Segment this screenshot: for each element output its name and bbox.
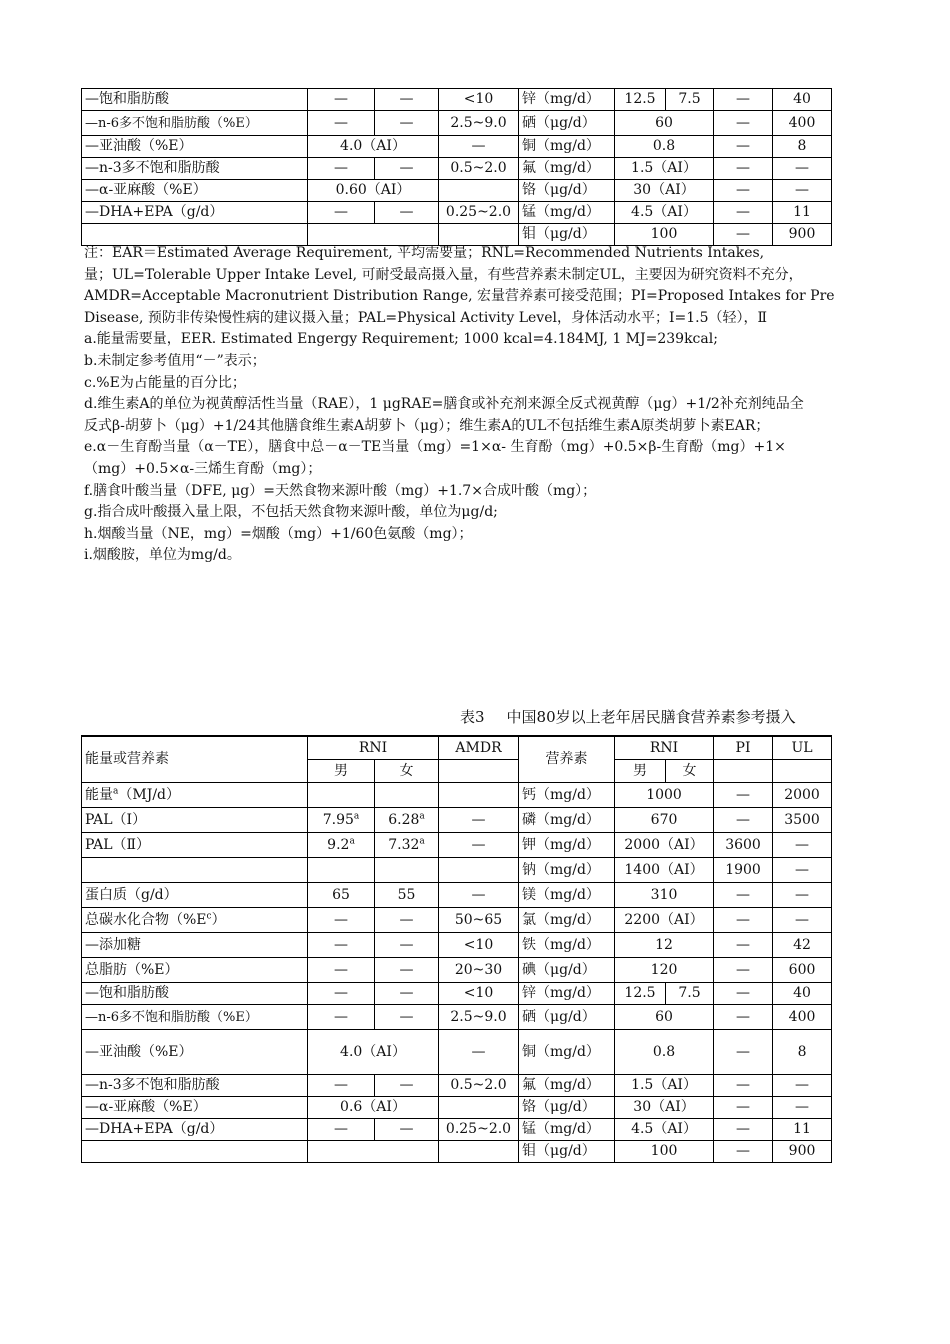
mineral-rni-female: 7.5	[666, 89, 714, 111]
note-line: g.指合成叶酸摄入量上限，不包括天然食物来源叶酸，单位为μg/d;	[84, 504, 498, 521]
ul-value: 8	[773, 1030, 832, 1075]
rni-male	[308, 858, 375, 883]
pi-value: —	[714, 111, 773, 136]
mineral-name: 氟（mg/d）	[519, 1075, 615, 1097]
value: 7.95	[322, 811, 354, 828]
amdr-value: 2.5~9.0	[439, 111, 519, 136]
pi-value: —	[714, 983, 773, 1005]
ul-value: 11	[773, 202, 832, 224]
pi-value: —	[714, 1075, 773, 1097]
rni-both: 4.0（AI）	[308, 1030, 439, 1075]
pi-value: 1900	[714, 858, 773, 883]
rni-male: —	[308, 958, 375, 983]
ul-value: 600	[773, 958, 832, 983]
pi-value: —	[714, 1030, 773, 1075]
table-row	[82, 833, 832, 858]
table-title: 中国80岁以上老年居民膳食营养素参考摄入	[506, 708, 796, 726]
note-line: a.能量需要量，EER. Estimated Engergy Requirement; 1000 kcal=4.184MJ, 1 MJ=239kcal;	[84, 331, 718, 348]
footnote-mark: a	[349, 835, 355, 846]
mineral-name: 铬（μg/d）	[519, 180, 615, 202]
amdr-value: 50~65	[439, 908, 519, 933]
ul-value: —	[773, 180, 832, 202]
nutrient-label: 能量	[85, 786, 113, 803]
rni-male: 65	[308, 883, 375, 908]
table-row	[82, 1075, 832, 1097]
amdr-value	[439, 1097, 519, 1119]
rni-male: —	[308, 1075, 375, 1097]
mineral-rni: 2200（AI）	[615, 908, 714, 933]
rni-both: 0.60（AI）	[308, 180, 439, 202]
mineral-name: 钼（μg/d）	[519, 224, 615, 246]
table-3	[81, 735, 832, 1163]
previous-table-fragment	[81, 88, 832, 246]
note-line: （mg）+0.5×α-三烯生育酚（mg）；	[84, 460, 322, 477]
rni-female: 55	[375, 883, 439, 908]
pi-value: —	[714, 224, 773, 246]
nutrient-name: PAL（Ⅱ）	[82, 833, 308, 858]
pi-value: —	[714, 136, 773, 158]
rni-both: 4.0（AI）	[308, 136, 439, 158]
mineral-rni: 60	[615, 111, 714, 136]
value: 9.2	[327, 836, 350, 853]
ul-value: 400	[773, 111, 832, 136]
nutrient-name: 蛋白质（g/d）	[82, 883, 308, 908]
ul-value: 2000	[773, 783, 832, 808]
pi-value: —	[714, 89, 773, 111]
note-line: f.膳食叶酸当量（DFE, μg）=天然食物来源叶酸（mg）+1.7×合成叶酸（mg）；	[84, 482, 597, 499]
ul-value: 900	[773, 1141, 832, 1163]
mineral-rni: 30（AI）	[615, 180, 714, 202]
ul-value: —	[773, 858, 832, 883]
table-row	[82, 808, 832, 833]
rni-female: —	[375, 983, 439, 1005]
pi-value: —	[714, 1005, 773, 1030]
footnote-mark: a	[419, 835, 425, 846]
nutrient-name: —n-6多不饱和脂肪酸（%E）	[82, 111, 308, 136]
nutrient-name: 总脂肪（%E）	[82, 958, 308, 983]
mineral-rni: 100	[615, 1141, 714, 1163]
mineral-rni: 100	[615, 224, 714, 246]
table-row	[82, 1097, 832, 1119]
mineral-rni: 2000（AI）	[615, 833, 714, 858]
rni-male	[308, 783, 375, 808]
table-notes	[84, 243, 950, 567]
rni-female	[375, 833, 439, 858]
footnote-mark: c	[206, 910, 212, 921]
mineral-name: 锌（mg/d）	[519, 983, 615, 1005]
header-male-2: 男	[615, 760, 666, 783]
nutrient-name: —α-亚麻酸（%E）	[82, 180, 308, 202]
footnote-mark: a	[353, 810, 360, 821]
rni-male: —	[308, 1119, 375, 1141]
nutrient-label: 总碳水化合物（%E	[85, 911, 207, 928]
footnote-mark: a	[113, 785, 119, 796]
table-caption	[460, 706, 818, 727]
mineral-rni: 4.5（AI）	[615, 202, 714, 224]
header-male: 男	[308, 760, 375, 783]
amdr-value	[439, 858, 519, 883]
mineral-rni: 60	[615, 1005, 714, 1030]
table-row	[82, 883, 832, 908]
rni-female: —	[375, 958, 439, 983]
value: 7.32	[388, 836, 420, 853]
table-row	[82, 202, 832, 224]
rni-female: —	[375, 1119, 439, 1141]
ul-value: —	[773, 1097, 832, 1119]
header-female: 女	[375, 760, 439, 783]
mineral-rni: 0.8	[615, 136, 714, 158]
rni-male: —	[308, 202, 375, 224]
mineral-name: 铜（mg/d）	[519, 136, 615, 158]
rni-male	[308, 833, 375, 858]
mineral-rni: 1.5（AI）	[615, 1075, 714, 1097]
rni-both	[308, 1141, 439, 1163]
pi-value: 3600	[714, 833, 773, 858]
table-row	[82, 908, 832, 933]
note-line: d.维生素A的单位为视黄醇活性当量（RAE），1 μgRAE=膳食或补充剂来源全反式视黄醇（μg）+1/2补充剂纯品全	[84, 396, 804, 413]
mineral-name: 氟（mg/d）	[519, 158, 615, 180]
nutrient-name: —α-亚麻酸（%E）	[82, 1097, 308, 1119]
ul-value: 400	[773, 1005, 832, 1030]
header-nutrient-left: 能量或营养素	[82, 736, 308, 783]
amdr-value: —	[439, 833, 519, 858]
rni-female: —	[375, 1075, 439, 1097]
rni-female	[375, 808, 439, 833]
table-row	[82, 180, 832, 202]
header-nutrient-right: 营养素	[519, 736, 615, 783]
rni-female: —	[375, 1005, 439, 1030]
amdr-value: —	[439, 883, 519, 908]
amdr-value: 0.25~2.0	[439, 1119, 519, 1141]
rni-male: —	[308, 1005, 375, 1030]
rni-female: —	[375, 933, 439, 958]
note-line: Disease, 预防非传染慢性病的建议摄入量；PAL=Physical Activity Level，身体活动水平；Ⅰ=1.5（轻），Ⅱ	[84, 309, 768, 326]
ul-value: 3500	[773, 808, 832, 833]
value: 6.28	[388, 811, 420, 828]
nutrient-name: —DHA+EPA（g/d）	[82, 202, 308, 224]
mineral-name: 钙（mg/d）	[519, 783, 615, 808]
rni-female	[375, 783, 439, 808]
mineral-rni-male: 12.5	[615, 89, 666, 111]
amdr-value: 0.5~2.0	[439, 158, 519, 180]
mineral-name: 硒（μg/d）	[519, 1005, 615, 1030]
note-line: b.未制定参考值用“－”表示；	[84, 352, 266, 369]
rni-both: 0.6（AI）	[308, 1097, 439, 1119]
amdr-value: —	[439, 1030, 519, 1075]
ul-value: —	[773, 908, 832, 933]
header-rni-2: RNI	[615, 736, 714, 760]
mineral-name: 钼（μg/d）	[519, 1141, 615, 1163]
mineral-rni: 1.5（AI）	[615, 158, 714, 180]
rni-female: —	[375, 158, 439, 180]
table-row	[82, 136, 832, 158]
nutrient-name: —饱和脂肪酸	[82, 89, 308, 111]
header-ul: UL	[773, 736, 832, 760]
nutrient-name: —n-3多不饱和脂肪酸	[82, 158, 308, 180]
pi-value: —	[714, 1141, 773, 1163]
table-row	[82, 783, 832, 808]
ul-value: —	[773, 883, 832, 908]
note-line: h.烟酸当量（NE，mg）=烟酸（mg）+1/60色氨酸（mg）；	[84, 525, 473, 542]
nutrient-name: —亚油酸（%E）	[82, 1030, 308, 1075]
table-row	[82, 858, 832, 883]
rni-female: —	[375, 89, 439, 111]
mineral-name: 碘（μg/d）	[519, 958, 615, 983]
amdr-value: <10	[439, 933, 519, 958]
nutrient-unit: ）	[211, 911, 226, 928]
pi-value: —	[714, 202, 773, 224]
rni-female: —	[375, 202, 439, 224]
mineral-rni-female: 7.5	[666, 983, 714, 1005]
pi-value: —	[714, 1097, 773, 1119]
pi-value: —	[714, 908, 773, 933]
rni-male: —	[308, 933, 375, 958]
table-row	[82, 158, 832, 180]
amdr-value	[439, 1141, 519, 1163]
rni-female: —	[375, 908, 439, 933]
amdr-value: <10	[439, 983, 519, 1005]
amdr-value: <10	[439, 89, 519, 111]
amdr-value: —	[439, 136, 519, 158]
pi-value: —	[714, 783, 773, 808]
nutrient-name: —n-6多不饱和脂肪酸（%E）	[82, 1005, 308, 1030]
mineral-rni: 310	[615, 883, 714, 908]
header-pi: PI	[714, 736, 773, 760]
nutrient-name	[82, 858, 308, 883]
mineral-name: 铬（μg/d）	[519, 1097, 615, 1119]
pi-value: —	[714, 158, 773, 180]
note-line: c.%E为占能量的百分比；	[84, 374, 246, 391]
header-row	[82, 736, 832, 760]
pi-value: —	[714, 933, 773, 958]
table-number: 表3	[460, 708, 485, 726]
header-empty	[714, 760, 773, 783]
mineral-name: 锰（mg/d）	[519, 1119, 615, 1141]
mineral-name: 磷（mg/d）	[519, 808, 615, 833]
table-row	[82, 111, 832, 136]
header-amdr: AMDR	[439, 736, 519, 760]
mineral-rni-male: 12.5	[615, 983, 666, 1005]
table-row	[82, 1119, 832, 1141]
rni-male: —	[308, 111, 375, 136]
mineral-rni: 1400（AI）	[615, 858, 714, 883]
rni-male: —	[308, 983, 375, 1005]
mineral-name: 镁（mg/d）	[519, 883, 615, 908]
mineral-rni: 4.5（AI）	[615, 1119, 714, 1141]
header-female-2: 女	[666, 760, 714, 783]
rni-male: —	[308, 158, 375, 180]
rni-male: —	[308, 908, 375, 933]
amdr-value: 2.5~9.0	[439, 1005, 519, 1030]
nutrient-name: —亚油酸（%E）	[82, 136, 308, 158]
pi-value: —	[714, 1119, 773, 1141]
footnote-mark: a	[419, 810, 425, 821]
nutrient-name: —添加糖	[82, 933, 308, 958]
mineral-rni: 670	[615, 808, 714, 833]
nutrient-name	[82, 908, 308, 933]
mineral-rni: 12	[615, 933, 714, 958]
amdr-value: 20~30	[439, 958, 519, 983]
ul-value: —	[773, 833, 832, 858]
table-row	[82, 958, 832, 983]
header-empty	[439, 760, 519, 783]
note-line: 注：EAR＝Estimated Average Requirement, 平均需要量；RNL=Recommended Nutrients Intakes,	[84, 245, 765, 261]
ul-value: 8	[773, 136, 832, 158]
table-row	[82, 933, 832, 958]
ul-value: —	[773, 158, 832, 180]
ul-value: 42	[773, 933, 832, 958]
mineral-name: 铁（mg/d）	[519, 933, 615, 958]
mineral-rni: 1000	[615, 783, 714, 808]
table-row	[82, 1030, 832, 1075]
note-line: AMDR=Acceptable Macronutrient Distribution Range, 宏量营养素可接受范围；PI=Proposed Intakes for Pre	[84, 288, 835, 305]
mineral-name: 锌（mg/d）	[519, 89, 615, 111]
nutrient-name: —饱和脂肪酸	[82, 983, 308, 1005]
mineral-name: 钠（mg/d）	[519, 858, 615, 883]
ul-value: —	[773, 1075, 832, 1097]
pi-value: —	[714, 883, 773, 908]
ul-value: 40	[773, 983, 832, 1005]
ul-value: 900	[773, 224, 832, 246]
mineral-name: 锰（mg/d）	[519, 202, 615, 224]
amdr-value: 0.25~2.0	[439, 202, 519, 224]
header-empty	[773, 760, 832, 783]
rni-female	[375, 858, 439, 883]
mineral-rni: 0.8	[615, 1030, 714, 1075]
mineral-rni: 30（AI）	[615, 1097, 714, 1119]
pi-value: —	[714, 808, 773, 833]
nutrient-name: PAL（Ⅰ）	[82, 808, 308, 833]
table-row	[82, 1005, 832, 1030]
table-row	[82, 983, 832, 1005]
rni-female: —	[375, 111, 439, 136]
mineral-rni: 120	[615, 958, 714, 983]
note-line: i.烟酸胺，单位为mg/d。	[84, 547, 241, 564]
mineral-name: 氯（mg/d）	[519, 908, 615, 933]
note-line: 反式β-胡萝卜（μg）+1/24其他膳食维生素A胡萝卜（μg）；维生素A的UL不包括维生素A原类胡萝卜素EAR；	[84, 417, 770, 434]
pi-value: —	[714, 180, 773, 202]
ul-value: 11	[773, 1119, 832, 1141]
nutrient-name: —n-3多不饱和脂肪酸	[82, 1075, 308, 1097]
mineral-name: 钾（mg/d）	[519, 833, 615, 858]
table-row	[82, 1141, 832, 1163]
header-rni: RNI	[308, 736, 439, 760]
amdr-value: —	[439, 808, 519, 833]
note-line: 量；UL=Tolerable Upper Intake Level, 可耐受最高摄入量，有些营养素未制定UL，主要因为研究资料不充分，	[84, 266, 803, 283]
amdr-value: 0.5~2.0	[439, 1075, 519, 1097]
pi-value: —	[714, 958, 773, 983]
rni-male: —	[308, 89, 375, 111]
ul-value: 40	[773, 89, 832, 111]
mineral-name: 硒（μg/d）	[519, 111, 615, 136]
nutrient-name	[82, 1141, 308, 1163]
note-line: e.α－生育酚当量（α－TE），膳食中总－α－TE当量（mg）=1×α- 生育酚（mg）+0.5×β-生育酚（mg）+1×	[84, 439, 786, 456]
rni-male	[308, 808, 375, 833]
table-row	[82, 89, 832, 111]
nutrient-name: —DHA+EPA（g/d）	[82, 1119, 308, 1141]
nutrient-unit: （MJ/d）	[118, 786, 181, 803]
mineral-name: 铜（mg/d）	[519, 1030, 615, 1075]
amdr-value	[439, 783, 519, 808]
nutrient-name	[82, 783, 308, 808]
amdr-value	[439, 180, 519, 202]
